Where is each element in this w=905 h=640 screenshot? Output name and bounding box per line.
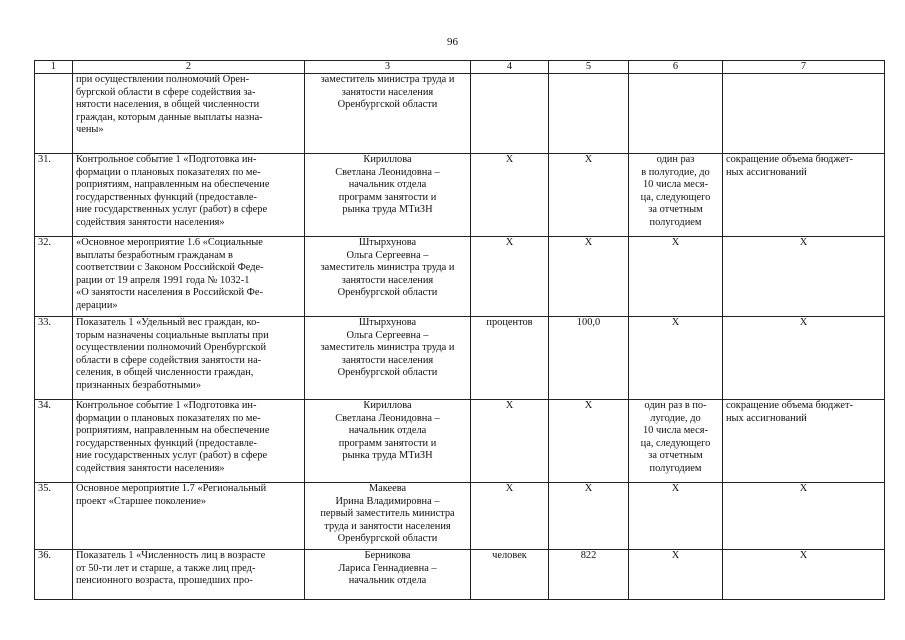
deadline <box>629 74 723 154</box>
column-header-3: 3 <box>305 61 471 74</box>
column-header-2: 2 <box>73 61 305 74</box>
deadline-line: Х <box>671 483 680 494</box>
responsible-person-line: первый заместитель министра <box>320 508 455 520</box>
measure-description <box>73 74 305 154</box>
note-line: сокращение объема бюджет- <box>726 400 853 411</box>
deadline <box>629 400 723 483</box>
responsible-person-line: Кириллова <box>363 154 412 165</box>
table-row <box>35 550 885 600</box>
deadline-line: один раз <box>656 154 695 165</box>
responsible-person-line: Оренбургской области <box>337 367 438 379</box>
measure-description-line: соответствии с Законом Российской Феде- <box>76 262 264 274</box>
unit-of-measure: Х <box>471 237 549 317</box>
responsible-person-line: Ольга Сергеевна – <box>346 329 429 341</box>
measure-description-line: Показатель 1 «Удельный вес граждан, ко- <box>76 317 260 328</box>
deadline <box>629 154 723 237</box>
deadline <box>629 237 723 317</box>
responsible-person-line: занятости населения <box>341 86 434 98</box>
responsible-person-line: Оренбургской области <box>337 287 438 299</box>
note <box>723 400 885 483</box>
measure-description-line: торым назначены социальные выплаты при <box>76 329 269 341</box>
measure-description-line: Контрольное событие 1 «Подготовка ин- <box>76 400 257 411</box>
table-body <box>35 74 885 600</box>
responsible-person-line: Ольга Сергеевна – <box>346 249 429 261</box>
responsible-person <box>305 400 471 483</box>
table-row <box>35 74 885 154</box>
measure-description-line: признанных безработными» <box>76 379 202 391</box>
measure-description-line: проект «Старшее поколение» <box>76 495 207 507</box>
responsible-person-line: Ирина Владимировна – <box>335 495 440 507</box>
note <box>723 154 885 237</box>
measure-description-line: государственных функций (предоставле- <box>76 191 257 203</box>
unit-of-measure: человек <box>471 550 549 600</box>
table-row <box>35 317 885 400</box>
measure-description-line: выплаты безработным гражданам в <box>76 249 233 261</box>
target-value: 100,0 <box>549 317 629 400</box>
measure-description-line: роприятиям, направленным на обеспечение <box>76 425 270 437</box>
measure-description-line: формации о плановых показателях по ме- <box>76 166 261 178</box>
note <box>723 550 885 600</box>
measure-description <box>73 317 305 400</box>
measure-description-line: Показатель 1 «Численность лиц в возрасте <box>76 550 266 561</box>
note-line: Х <box>799 317 808 328</box>
responsible-person-line: занятости населения <box>341 274 434 286</box>
table-row <box>35 400 885 483</box>
measures-table <box>34 60 885 600</box>
deadline-line: полугодием <box>649 216 702 228</box>
deadline <box>629 550 723 600</box>
deadline-line: полугодием <box>649 462 702 474</box>
deadline-line: Х <box>671 237 680 248</box>
measure-description-line: области в сфере содействия занятости на- <box>76 354 262 366</box>
note-line: Х <box>799 237 808 248</box>
measure-description-line: ние государственных услуг (работ) в сфере <box>76 450 268 462</box>
measure-description-line: от 50-ти лет и старше, а также лиц пред- <box>76 562 256 574</box>
responsible-person-line: Берникова <box>364 550 411 561</box>
column-header-7: 7 <box>723 61 885 74</box>
target-value: 822 <box>549 550 629 600</box>
measure-description-line: чены» <box>76 124 104 136</box>
measure-description-line: Контрольное событие 1 «Подготовка ин- <box>76 154 257 165</box>
unit-of-measure: Х <box>471 154 549 237</box>
responsible-person-line: труда и занятости населения <box>324 520 451 532</box>
measure-description-line: бургской области в сфере содействия за- <box>76 86 256 98</box>
measure-description <box>73 400 305 483</box>
row-number: 31. <box>35 154 73 237</box>
note <box>723 483 885 550</box>
responsible-person-line: Оренбургской области <box>337 533 438 545</box>
target-value: Х <box>549 400 629 483</box>
deadline-line: Х <box>671 550 680 561</box>
measure-description-line: пенсионного возраста, прошедших про- <box>76 575 253 587</box>
unit-of-measure <box>471 74 549 154</box>
measure-description-line: государственных функций (предоставле- <box>76 437 257 449</box>
measure-description-line: Основное мероприятие 1.7 «Региональный <box>76 483 267 494</box>
responsible-person-line: рынка труда МТиЗН <box>342 450 433 462</box>
deadline-line: один раз в по- <box>644 400 707 411</box>
responsible-person <box>305 154 471 237</box>
deadline-line: ца, следующего <box>640 191 711 203</box>
measure-description <box>73 483 305 550</box>
measure-description-line: осуществлении полномочий Оренбургской <box>76 342 267 354</box>
note-line: ных ассигнований <box>726 412 807 424</box>
responsible-person-line: программ занятости и <box>338 437 437 449</box>
responsible-person <box>305 483 471 550</box>
measure-description-line: нятости населения, в общей численности <box>76 99 260 111</box>
page-number: 96 <box>447 36 458 48</box>
deadline-line: в полугодие, до <box>641 166 710 178</box>
responsible-person <box>305 317 471 400</box>
deadline-line: за отчетным <box>648 204 703 216</box>
row-number: 35. <box>35 483 73 550</box>
unit-of-measure: Х <box>471 400 549 483</box>
column-header-5: 5 <box>549 61 629 74</box>
row-number: 33. <box>35 317 73 400</box>
table-row <box>35 483 885 550</box>
note-line: Х <box>799 483 808 494</box>
responsible-person-line: заместитель министра труда и <box>320 74 455 85</box>
responsible-person-line: заместитель министра труда и <box>320 262 455 274</box>
responsible-person-line: рынка труда МТиЗН <box>342 204 433 216</box>
deadline-line: за отчетным <box>648 450 703 462</box>
responsible-person-line: Кириллова <box>363 400 412 411</box>
deadline-line: Х <box>671 317 680 328</box>
responsible-person-line: Штырхунова <box>358 237 417 248</box>
note <box>723 317 885 400</box>
table-row <box>35 237 885 317</box>
deadline-line: ца, следующего <box>640 437 711 449</box>
header-row <box>35 61 885 74</box>
deadline <box>629 317 723 400</box>
column-header-1: 1 <box>35 61 73 74</box>
row-number: 32. <box>35 237 73 317</box>
responsible-person-line: Макеева <box>368 483 407 494</box>
responsible-person-line: заместитель министра труда и <box>320 342 455 354</box>
responsible-person-line: программ занятости и <box>338 191 437 203</box>
measure-description-line: формации о плановых показателях по ме- <box>76 412 261 424</box>
responsible-person-line: начальник отдела <box>348 425 427 437</box>
note-line: сокращение объема бюджет- <box>726 154 853 165</box>
note-line: ных ассигнований <box>726 166 807 178</box>
note <box>723 74 885 154</box>
unit-of-measure: процентов <box>471 317 549 400</box>
measure-description-line: содействия занятости населения» <box>76 462 225 474</box>
responsible-person-line: Лариса Геннадиевна – <box>338 562 437 574</box>
responsible-person <box>305 237 471 317</box>
unit-of-measure: Х <box>471 483 549 550</box>
measure-description-line: «Основное мероприятие 1.6 «Социальные <box>76 237 263 248</box>
target-value <box>549 74 629 154</box>
measure-description-line: при осуществлении полномочий Орен- <box>76 74 250 85</box>
row-number: 36. <box>35 550 73 600</box>
measure-description-line: содействия занятости населения» <box>76 216 225 228</box>
responsible-person-line: Светлана Леонидовна – <box>335 166 440 178</box>
measure-description-line: граждан, которым данные выплаты назна- <box>76 111 263 123</box>
column-header-6: 6 <box>629 61 723 74</box>
measure-description <box>73 154 305 237</box>
measure-description-line: роприятиям, направленным на обеспечение <box>76 179 270 191</box>
responsible-person-line: занятости населения <box>341 354 434 366</box>
column-header-4: 4 <box>471 61 549 74</box>
row-number: 34. <box>35 400 73 483</box>
measure-description-line: дерации» <box>76 299 118 311</box>
deadline-line: 10 числа меся- <box>642 179 709 191</box>
table-row <box>35 154 885 237</box>
deadline-line: 10 числа меся- <box>642 425 709 437</box>
target-value: Х <box>549 483 629 550</box>
target-value: Х <box>549 237 629 317</box>
responsible-person <box>305 550 471 600</box>
note <box>723 237 885 317</box>
measure-description <box>73 550 305 600</box>
responsible-person <box>305 74 471 154</box>
responsible-person-line: Оренбургской области <box>337 99 438 111</box>
responsible-person-line: начальник отдела <box>348 575 427 587</box>
deadline-line: лугодие, до <box>650 412 701 424</box>
row-number <box>35 74 73 154</box>
measure-description-line: «О занятости населения в Российской Фе- <box>76 287 263 299</box>
deadline <box>629 483 723 550</box>
responsible-person-line: начальник отдела <box>348 179 427 191</box>
measure-description-line: рации от 19 апреля 1991 года № 1032-1 <box>76 274 250 286</box>
measure-description-line: ние государственных услуг (работ) в сфере <box>76 204 268 216</box>
note-line: Х <box>799 550 808 561</box>
measure-description <box>73 237 305 317</box>
responsible-person-line: Штырхунова <box>358 317 417 328</box>
measure-description-line: селения, в общей численности граждан, <box>76 367 254 379</box>
responsible-person-line: Светлана Леонидовна – <box>335 412 440 424</box>
target-value: Х <box>549 154 629 237</box>
